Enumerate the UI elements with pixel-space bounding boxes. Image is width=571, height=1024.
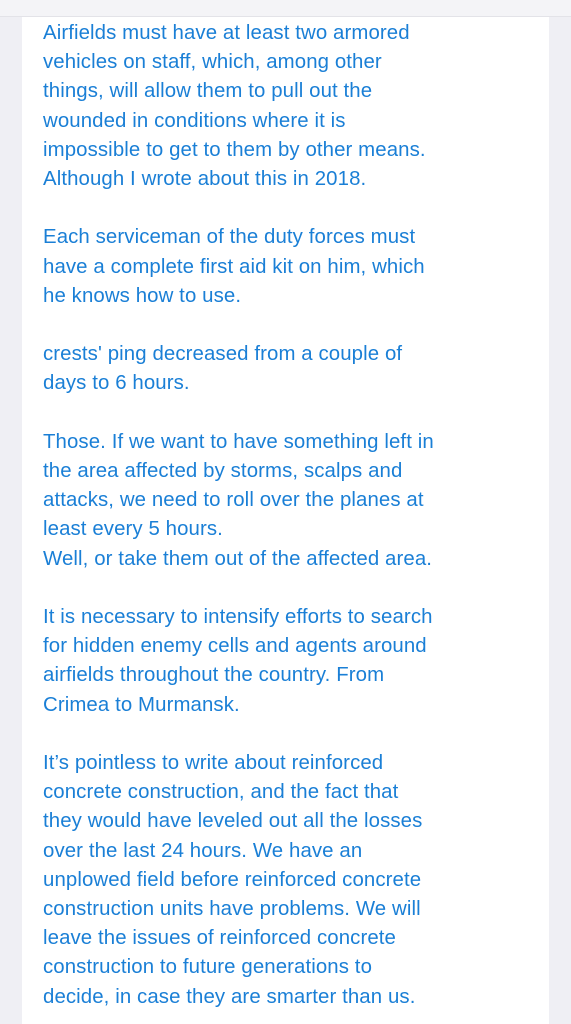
message-line: over the last 24 hours. We have an [43,839,363,862]
message-line: concrete construction, and the fact that [43,781,399,804]
message-line: attacks, we need to roll over the planes at [43,489,424,512]
message-line: they would have leveled out all the losses [43,810,423,833]
message-line: Those. If we want to have something left in [43,430,434,453]
message-paragraph-1 [43,19,543,194]
message-line: least every 5 hours. [43,518,223,541]
message-line: airfields throughout the country. From [43,664,385,687]
message-line: unplowed field before reinforced concrete [43,868,422,891]
message-line: It’s pointless to write about reinforced [43,752,384,774]
message-line: construction units have problems. We will [43,898,421,921]
message-line: Well, or take them out of the affected area. [43,547,433,570]
message-line: Crimea to Murmansk. [43,693,240,716]
message-line: decide, in case they are smarter than us. [43,985,416,1008]
message-line: for hidden enemy cells and agents around [43,635,427,658]
message-paragraph-4 [43,428,543,574]
message-line: Although I wrote about this in 2018. [43,168,367,191]
message-line: Each serviceman of the duty forces must [43,226,416,249]
message-line: the area affected by storms, scalps and [43,460,403,482]
top-status-strip [0,0,571,17]
message-line: Airfields must have at least two armored [43,22,410,44]
message-paragraph-2 [43,223,543,311]
message-line: have a complete first aid kit on him, which [43,255,425,278]
message-line: things, will allow them to pull out the [43,80,373,103]
message-line: impossible to get to them by other means. [43,138,426,161]
message-line: crests' ping decreased from a couple of [43,343,403,366]
message-line: days to 6 hours. [43,372,190,395]
message-line: leave the issues of reinforced concrete [43,927,396,950]
message-line: It is necessary to intensify efforts to search [43,606,433,628]
message-card [22,17,549,1024]
message-line: wounded in conditions where it is [43,109,346,132]
message-line: vehicles on staff, which, among other [43,51,382,74]
message-line: he knows how to use. [43,284,242,307]
message-line: construction to future generations to [43,956,373,979]
message-paragraph-6 [43,749,543,1012]
message-paragraph-3 [43,340,543,398]
message-paragraph-5 [43,603,543,720]
message-body [43,19,543,1024]
